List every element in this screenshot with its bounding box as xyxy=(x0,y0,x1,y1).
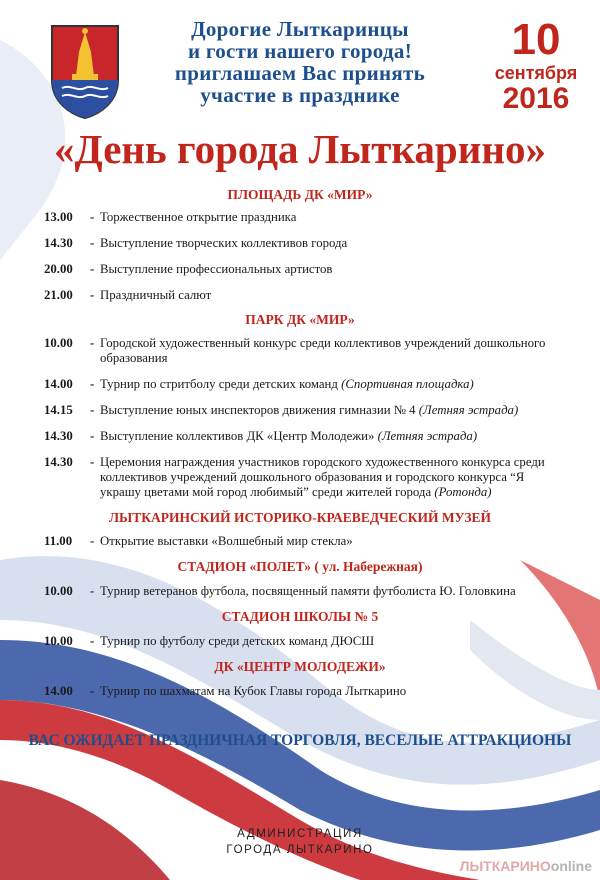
schedule-item: 14.30 - Выступление творческих коллективов города xyxy=(44,236,564,251)
item-text: Городской художественный конкурс среди коллективов учреждений дошкольного образования xyxy=(100,336,546,365)
item-text: Церемония награждения участников городского художественного конкурса среди коллективов учреждений дошкольного образования и городского конкурса “Я украшу цветами мой город любимый” среди жителей города (Ротонда) xyxy=(100,455,545,499)
schedule-item: 10.00 - Турнир по футболу среди детских команд ДЮСШ xyxy=(44,634,564,649)
greeting-line: Дорогие Лыткаринцы xyxy=(191,17,409,41)
schedule-item: 14.30 - Церемония награждения участников городского художественного конкурса среди коллективов учреждений дошкольного образования и городского конкурса “Я украшу цветами мой город любимый” среди жителей города (Ротонда) xyxy=(44,455,564,500)
schedule-item: 10.00 - Турнир ветеранов футбола, посвященный памяти футболиста Ю. Головкина xyxy=(44,584,564,599)
schedule-item: 14.15 - Выступление юных инспекторов движения гимназии № 4 (Летняя эстрада) xyxy=(44,403,564,418)
item-text: Турнир по футболу среди детских команд ДЮСШ xyxy=(100,634,375,648)
item-time: 11.00 xyxy=(44,534,73,548)
item-text: Выступление коллективов ДК «Центр Молодежи» (Летняя эстрада) xyxy=(100,429,478,443)
item-time: 14.30 xyxy=(44,236,73,250)
section-heading: ПАРК ДК «МИР» xyxy=(245,312,355,327)
item-venue: (Спортивная площадка) xyxy=(341,377,474,391)
item-time: 14.00 xyxy=(44,377,73,391)
watermark xyxy=(460,858,592,874)
item-text: Открытие выставки «Волшебный мир стекла» xyxy=(100,534,353,548)
item-text: Выступление творческих коллективов города xyxy=(100,236,348,250)
watermark-suffix: online xyxy=(550,858,592,874)
event-date xyxy=(478,15,594,115)
schedule-item: 14.30 - Выступление коллективов ДК «Центр Молодежи» (Летняя эстрада) xyxy=(44,429,564,444)
section-heading: СТАДИОН «ПОЛЕТ» ( ул. Набережная) xyxy=(177,559,423,574)
schedule-item: 10.00 - Городской художественный конкурс среди коллективов учреждений дошкольного образования xyxy=(44,336,564,366)
item-text: Турнир по шахматам на Кубок Главы города Лыткарино xyxy=(100,684,407,698)
greeting-line: участие в празднике xyxy=(200,83,400,107)
item-time: 14.15 xyxy=(44,403,73,417)
date-year: 2016 xyxy=(502,82,570,115)
greeting-line: приглашаем Вас принять xyxy=(174,61,426,85)
item-venue: (Ротонда) xyxy=(434,485,492,499)
item-time: 10.00 xyxy=(44,336,73,350)
item-time: 14.00 xyxy=(44,684,73,698)
schedule xyxy=(0,186,600,699)
signature xyxy=(0,826,600,858)
schedule-item: 14.00 - Турнир по шахматам на Кубок Главы города Лыткарино xyxy=(44,684,564,699)
signature-line: АДМИНИСТРАЦИЯ xyxy=(237,828,363,840)
schedule-item: 11.00 - Открытие выставки «Волшебный мир стекла» xyxy=(44,534,564,549)
poster-title: «День города Лыткарино» xyxy=(54,126,546,172)
item-time: 10.00 xyxy=(44,584,73,598)
item-text: Турнир по стритболу среди детских команд (Спортивная площадка) xyxy=(100,377,474,391)
item-text: Торжественное открытие праздника xyxy=(100,210,297,224)
schedule-item: 21.00 - Праздничный салют xyxy=(44,288,564,303)
closing-announcement: ВАС ОЖИДАЕТ ПРАЗДНИЧНАЯ ТОРГОВЛЯ, ВЕСЕЛЫЕ АТТРАКЦИОНЫ xyxy=(28,732,572,749)
schedule-item: 13.00 - Торжественное открытие праздника xyxy=(44,210,564,225)
section-heading: ДК «ЦЕНТР МОЛОДЕЖИ» xyxy=(214,659,386,674)
date-day: 10 xyxy=(511,15,561,64)
item-time: 14.30 xyxy=(44,429,73,443)
section-heading: ПЛОЩАДЬ ДК «МИР» xyxy=(227,187,373,202)
section-heading: ЛЫТКАРИНСКИЙ ИСТОРИКО-КРАЕВЕДЧЕСКИЙ МУЗЕЙ xyxy=(108,510,492,525)
item-venue: (Летняя эстрада) xyxy=(418,403,519,417)
schedule-item: 14.00 - Турнир по стритболу среди детских команд (Спортивная площадка) xyxy=(44,377,564,392)
signature-line: ГОРОДА ЛЫТКАРИНО xyxy=(226,844,374,856)
item-time: 13.00 xyxy=(44,210,73,224)
item-text: Праздничный салют xyxy=(100,288,212,302)
date-month: сентября xyxy=(494,63,578,83)
item-text: Турнир ветеранов футбола, посвященный памяти футболиста Ю. Головкина xyxy=(100,584,516,598)
item-time: 20.00 xyxy=(44,262,73,276)
greeting-line: и гости нашего города! xyxy=(187,39,413,63)
item-venue: (Летняя эстрада) xyxy=(377,429,478,443)
greeting-text xyxy=(150,18,450,106)
item-time: 21.00 xyxy=(44,288,73,302)
schedule-item: 20.00 - Выступление профессиональных артистов xyxy=(44,262,564,277)
item-time: 14.30 xyxy=(44,455,73,469)
section-heading: СТАДИОН ШКОЛЫ № 5 xyxy=(221,609,379,624)
item-time: 10.00 xyxy=(44,634,73,648)
coat-of-arms-icon xyxy=(48,22,122,120)
item-text: Выступление юных инспекторов движения гимназии № 4 (Летняя эстрада) xyxy=(100,403,519,417)
watermark-main: ЛЫТКАРИНО xyxy=(459,858,551,874)
item-text: Выступление профессиональных артистов xyxy=(100,262,333,276)
